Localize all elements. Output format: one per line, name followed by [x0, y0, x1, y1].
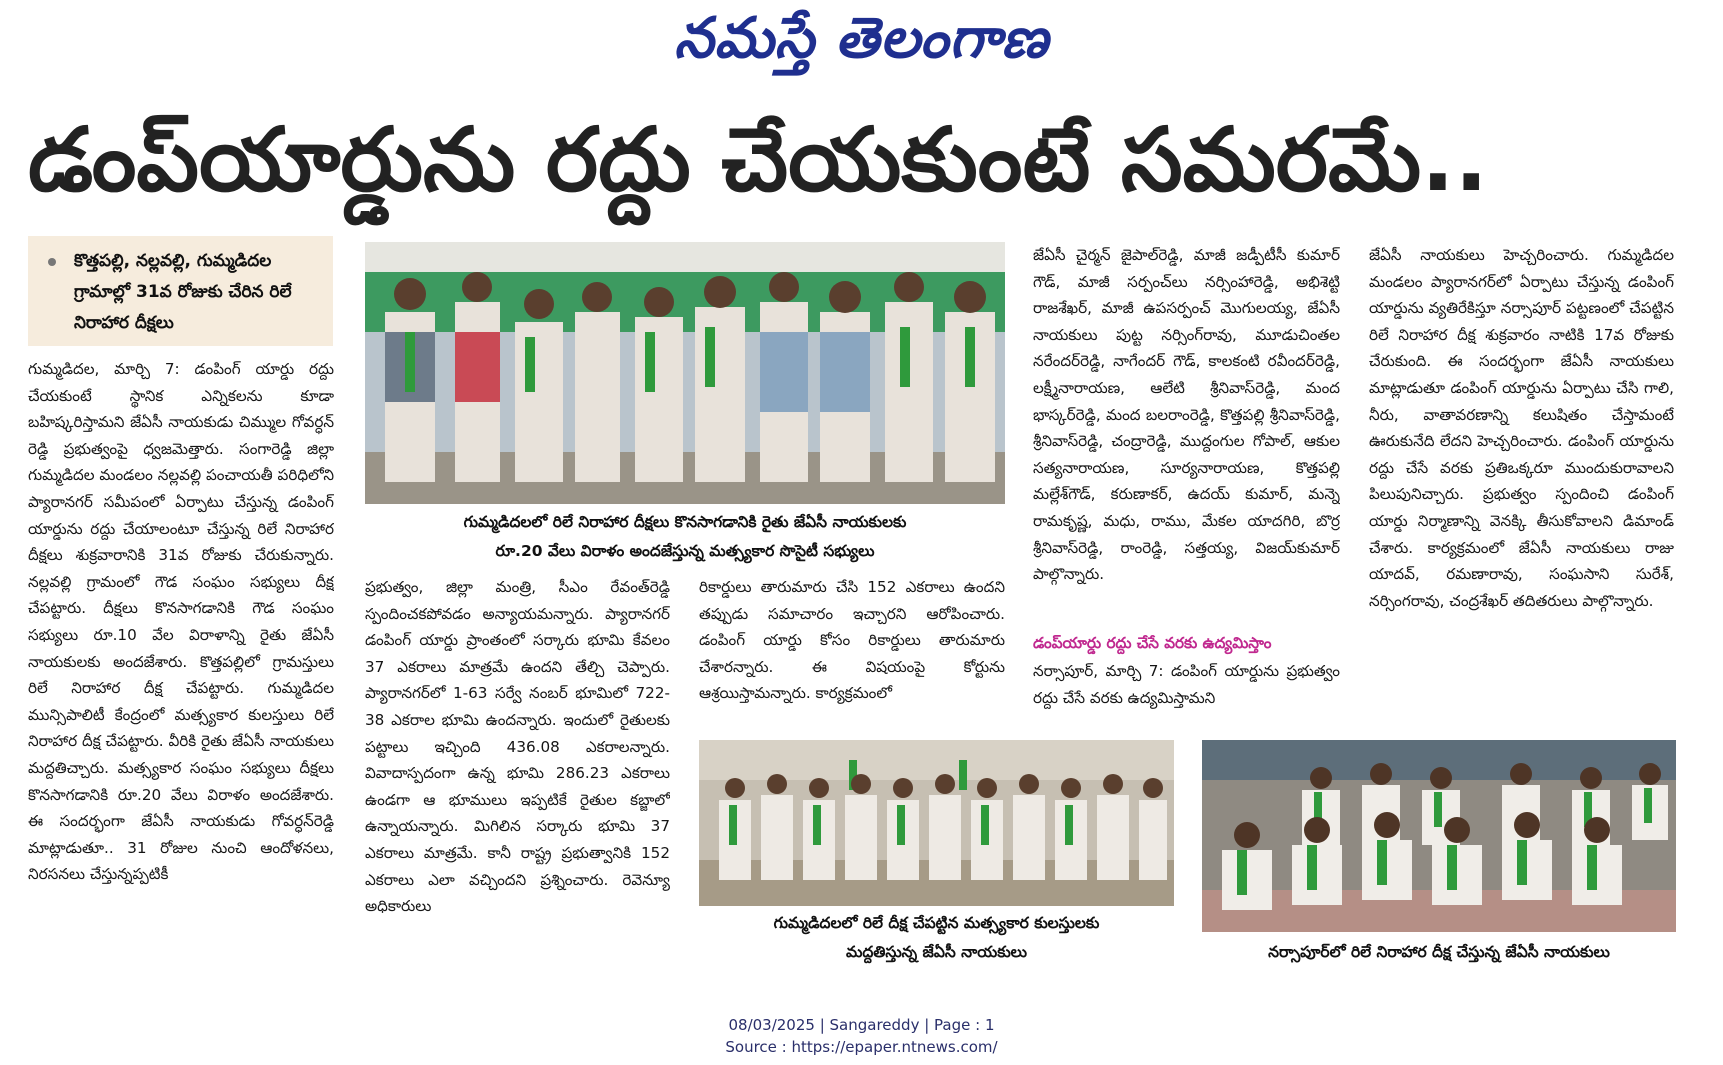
photo-fishermen-support-caption-line-1: గుమ్మడిదలలో రిలే దీక్ష చేపట్టిన మత్స్యకార కులస్తులకు — [773, 914, 1100, 932]
column-5-text: జేఏసీ నాయకులు హెచ్చరించారు. గుమ్మడిదల మండలం ప్యారానగర్‌లో ఏర్పాటు చేస్తున్న డంపింగ్ యార్డును వ్యతిరేకిస్తూ నర్సాపూర్ పట్టణంలో చేపట్టిన రిలే నిరాహార దీక్ష శుక్రవారం నాటికి 17వ రోజుకు చేరుకుంది. ఈ సందర్భంగా జేఏసీ నాయకులు మాట్లాడుతూ డంపింగ్ యార్డును ఏర్పాటు చేసి గాలి, నీరు, వాతావరణాన్ని కలుషితం చేస్తామంటే ఊరుకునేది లేదని హెచ్చరించారు. డంపింగ్ యార్డును రద్దు చేసే వరకు ప్రతిఒక్కరూ ముందుకురావాలని పిలుపునిచ్చారు. ప్రభుత్వం స్పందించి డంపింగ్ యార్డు నిర్మాణాన్ని వెనక్కి తీసుకోవాలని డిమాండ్ చేశారు. కార్యక్రమంలో జేఏసీ నాయకులు రాజు యాదవ్, రమణారావు, సంఘసాని సురేశ్, నర్సింగరావు, చంద్రశేఖర్ తదితరులు పాల్గొన్నారు. — [1369, 246, 1674, 610]
photo-donation-caption-line-2: రూ.20 వేలు విరాళం అందజేస్తున్న మత్స్యకార సొసైటీ సభ్యులు — [495, 542, 875, 560]
article-column-5 — [1369, 242, 1674, 716]
photo-donation — [365, 242, 1005, 504]
bullet-icon — [48, 258, 56, 266]
column-1-text: గుమ్మడిదల, మార్చి 7: డంపింగ్ యార్డు రద్దు చేయకుంటే స్థానిక ఎన్నికలను కూడా బహిష్కరిస్తామని జేఏసీ నాయకుడు చిమ్ముల గోవర్ధన్ రెడ్డి ప్రభుత్వంపై ధ్వజమెత్తారు. సంగారెడ్డి జిల్లా గుమ్మడిదల మండలం నల్లవల్లి పంచాయతీ పరిధిలోని ప్యారానగర్ సమీపంలో ఏర్పాటు చేస్తున్న డంపింగ్ యార్డును రద్దు చేయాలంటూ చేస్తున్న రిలే నిరాహార దీక్షలు శుక్రవారానికి 31వ రోజుకు చేరుకున్నారు. నల్లవల్లి గ్రామంలో గౌడ సంఘం సభ్యులు దీక్ష చేపట్టారు. దీక్షలు కొనసాగడానికి గౌడ సంఘం సభ్యులు రూ.10 వేల విరాళాన్ని రైతు జేఏసీ నాయకులకు అందజేశారు. కొత్తపల్లిలో గ్రామస్తులు రిలే నిరాహార దీక్ష చేపట్టారు. గుమ్మడిదల మున్సిపాలిటీ కేంద్రంలో మత్స్యకార కులస్తులు రిలే నిరాహార దీక్ష చేపట్టారు. వీరికి రైతు జేఏసీ నాయకులు మద్దతిచ్చారు. మత్స్యకార సంఘం సభ్యులు దీక్షలు కొనసాగడానికి రూ.20 వేలు విరాళం అందజేశారు. ఈ సందర్భంగా జేఏసీ నాయకుడు గోవర్ధన్‌రెడ్డి మాట్లాడుతూ.. 31 రోజుల నుంచి ఆందోళనలు, నిరసనలు చేస్తున్నప్పటికీ — [28, 360, 334, 884]
footer-source: Source : https://epaper.ntnews.com/ — [725, 1038, 998, 1056]
photo-fishermen-support-image — [699, 740, 1174, 906]
masthead-logo: నమస్తే తెలంగాణ — [674, 6, 1049, 71]
subheading: డంప్‌యార్డు రద్దు చేసే వరకు ఉద్యమిస్తాం — [1033, 634, 1272, 652]
article-column-4 — [1033, 242, 1340, 628]
highlights-text: కొత్తపల్లి, నల్లవల్లి, గుమ్మడిదల గ్రామాల్లో 31వ రోజుకు చేరిన రిలే నిరాహార దీక్షలు — [74, 251, 292, 333]
highlights-box — [28, 236, 333, 346]
article-column-3 — [699, 574, 1005, 714]
photo-donation-caption-line-1: గుమ్మడిదలలో రిలే నిరాహార దీక్షలు కొనసాగడానికి రైతు జేఏసీ నాయకులకు — [463, 513, 907, 531]
photo-narsapur-protest-image — [1202, 740, 1676, 932]
photo-narsapur-protest — [1202, 740, 1676, 932]
photo-donation-image — [365, 242, 1005, 504]
footer-edition: 08/03/2025 | Sangareddy | Page : 1 — [728, 1016, 995, 1034]
column-3-text: రికార్డులు తారుమారు చేసి 152 ఎకరాలు ఉందని తప్పుడు సమాచారం ఇచ్చారని ఆరోపించారు. డంపింగ్ యార్డు కోసం రికార్డులు తారుమారు చేశారన్నారు. ఈ విషయంపై కోర్టును ఆశ్రయిస్తామన్నారు. కార్యక్రమంలో — [699, 578, 1005, 703]
photo-narsapur-protest-caption: నర్సాపూర్‌లో రిలే నిరాహార దీక్ష చేస్తున్న జేఏసీ నాయకులు — [1268, 943, 1610, 961]
column-4b-text: నర్సాపూర్, మార్చి 7: డంపింగ్ యార్డును ప్రభుత్వం రద్దు చేసే వరకు ఉద్యమిస్తామని — [1033, 662, 1340, 707]
photo-fishermen-support — [699, 740, 1174, 906]
column-2-text: ప్రభుత్వం, జిల్లా మంత్రి, సీఎం రేవంత్‌రెడ్డి స్పందించకపోవడం అన్యాయమన్నారు. ప్యారానగర్ డంపింగ్ యార్డు ప్రాంతంలో సర్కారు భూమి కేవలం 37 ఎకరాలు మాత్రమే ఉందని తేల్చి చెప్పారు. ప్యారానగర్‌లో 1-63 సర్వే నంబర్ భూమిలో 722-38 ఎకరాల భూమి ఉందన్నారు. ఇందులో రైతులకు పట్టాలు ఇచ్చింది 436.08 ఎకరాలన్నారు. వివాదాస్పదంగా ఉన్న భూమి 286.23 ఎకరాలు ఉండగా ఆ భూములు ఇప్పటికే రైతుల కబ్జాలో ఉన్నాయన్నారు. మిగిలిన సర్కారు భూమి 37 ఎకరాలు మాత్రమే. కానీ రాష్ట్ర ప్రభుత్వానికి 152 ఎకరాలు ఎలా వచ్చిందని ప్రశ్నించారు. రెవెన్యూ అధికారులు — [365, 578, 670, 916]
headline: డంప్‌యార్డును రద్దు చేయకుంటే సమరమే.. — [28, 108, 1488, 211]
photo-fishermen-support-caption-line-2: మద్దతిస్తున్న జేఏసీ నాయకులు — [845, 943, 1028, 961]
photo-fishermen-support-caption — [699, 909, 1174, 967]
column-4-text: జేఏసీ చైర్మన్ జైపాల్‌రెడ్డి, మాజీ జడ్పీటీసీ కుమార్ గౌడ్, మాజీ సర్పంచ్‌లు నర్సింహారెడ్డి, అభిశెట్టి రాజశేఖర్, మాజీ ఉపసర్పంచ్ మొగులయ్య, జేఏసీ నాయకులు పుట్ట నర్సింగ్‌రావు, మూడుచింతల నరేందర్‌రెడ్డి, నాగేందర్ గౌడ్, కాలకంటి రవీందర్‌రెడ్డి, లక్ష్మీనారాయణ, ఆలేటి శ్రీనివాస్‌రెడ్డి, మంద భాస్కర్‌రెడ్డి, మంద బలరాంరెడ్డి, కొత్తపల్లి శ్రీనివాస్‌రెడ్డి, శ్రీనివాస్‌రెడ్డి, చంద్రారెడ్డి, ముద్దంగుల గోపాల్, ఆకుల సత్యనారాయణ, సూర్యనారాయణ, కొత్తపల్లి మల్లేశ్‌గౌడ్, కరుణాకర్, ఉదయ్ కుమార్, మన్నె రామకృష్ణ, మధు, రాము, మేకల యాదగిరి, బొర్ర శ్రీనివాస్‌రెడ్డి, రాంరెడ్డి, సత్తయ్య, విజయ్‌కుమార్ పాల్గొన్నారు. — [1033, 246, 1340, 584]
article-column-2 — [365, 574, 670, 974]
article-column-4b — [1033, 658, 1340, 714]
article-column-1 — [28, 356, 334, 976]
photo-donation-caption — [365, 508, 1005, 566]
